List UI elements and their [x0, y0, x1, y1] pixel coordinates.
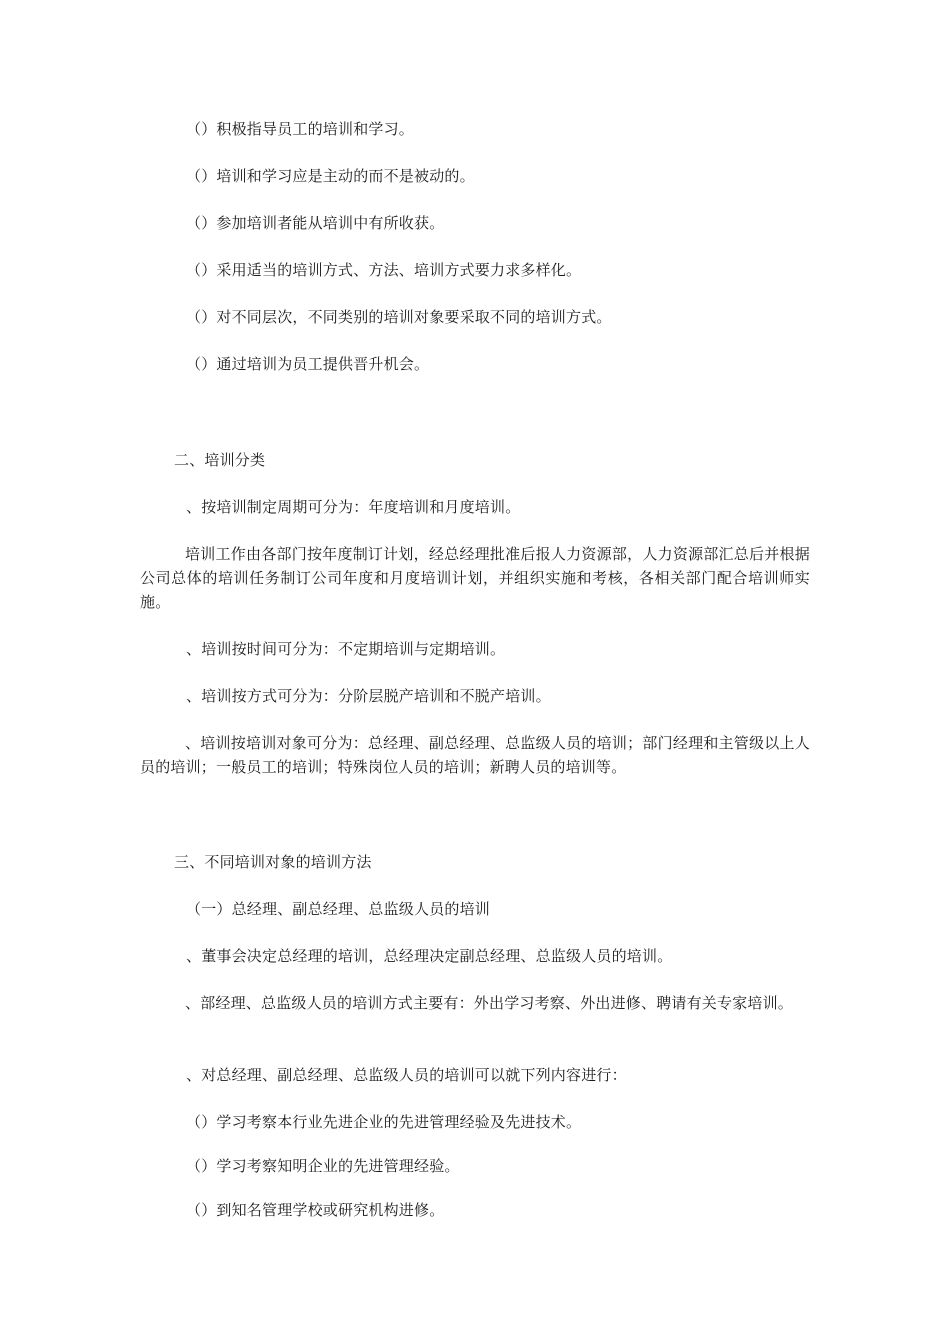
list-item: （）参加培训者能从培训中有所收获。 [186, 214, 445, 232]
section-heading: 三、不同培训对象的培训方法 [174, 853, 372, 871]
list-item: （）学习考察本行业先进企业的先进管理经验及先进技术。 [186, 1113, 582, 1131]
paragraph: 、培训按培训对象可分为：总经理、副总经理、总监级人员的培训；部门经理和主管级以上人员的培训；一般员工的培训；特殊岗位人员的培训；新聘人员的培训等。 [140, 734, 810, 776]
list-item: （）培训和学习应是主动的而不是被动的。 [186, 167, 475, 185]
list-item: （）学习考察知明企业的先进管理经验。 [186, 1157, 460, 1175]
paragraph: 、培训按方式可分为：分阶层脱产培训和不脱产培训。 [186, 687, 551, 705]
list-item: （）采用适当的培训方式、方法、培训方式要力求多样化。 [186, 261, 582, 279]
paragraph: 培训工作由各部门按年度制订计划，经总经理批准后报人力资源部，人力资源部汇总后并根据公司总体的培训任务制订公司年度和月度培训计划，并组织实施和考核，各相关部门配合培训师实施。 [140, 545, 810, 611]
paragraph: 、董事会决定总经理的培训，总经理决定副总经理、总监级人员的培训。 [186, 947, 673, 965]
paragraph: 、部经理、总监级人员的培训方式主要有：外出学习考察、外出进修、聘请有关专家培训。 [185, 994, 794, 1012]
paragraph: 、按培训制定周期可分为：年度培训和月度培训。 [186, 498, 521, 516]
list-item: （）对不同层次，不同类别的培训对象要采取不同的培训方式。 [186, 308, 612, 326]
list-item: （）通过培训为员工提供晋升机会。 [186, 355, 430, 373]
paragraph: 、对总经理、副总经理、总监级人员的培训可以就下列内容进行： [186, 1066, 627, 1084]
paragraph: 、培训按时间可分为：不定期培训与定期培训。 [186, 640, 506, 658]
subsection-heading: （一）总经理、副总经理、总监级人员的培训 [186, 900, 491, 918]
section-heading: 二、培训分类 [174, 451, 266, 469]
list-item: （）到知名管理学校或研究机构进修。 [186, 1201, 445, 1219]
list-item: （）积极指导员工的培训和学习。 [186, 120, 415, 138]
